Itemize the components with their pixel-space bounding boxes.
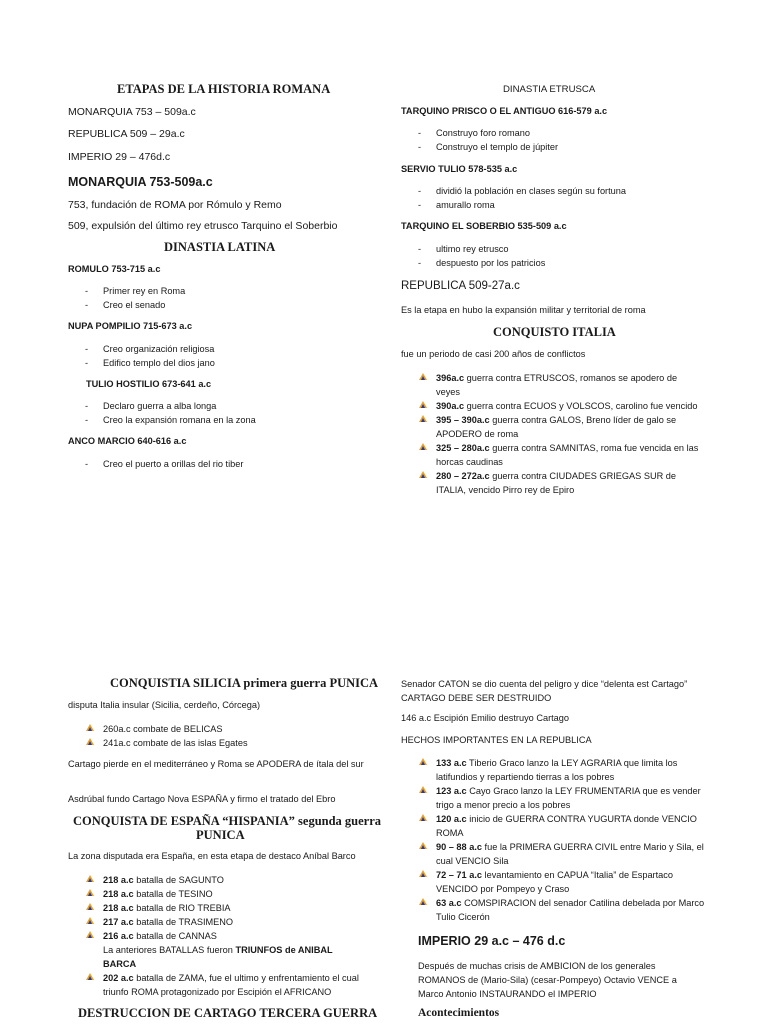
list-item: - Declaro guerra a alba longa [103, 401, 216, 411]
list-item: 396a.c guerra contra ETRUSCOS, romanos se apodero de veyes [436, 371, 701, 399]
triangle-bullet-icon [418, 897, 428, 907]
list-item: 216 a.c batalla de CANNAS [103, 929, 368, 943]
fact-fundacion: 753, fundación de ROMA por Rómulo y Remo [68, 199, 282, 211]
triangle-bullet-icon [85, 737, 95, 747]
heading-monarquia: MONARQUIA 753-509a.c [68, 175, 213, 189]
page-title: ETAPAS DE LA HISTORIA ROMANA [117, 82, 331, 96]
triangle-bullet-icon [85, 723, 95, 733]
triangle-bullet-icon [418, 400, 428, 410]
list-item: - despuesto por los patricios [436, 258, 545, 268]
triangle-bullet-icon [418, 470, 428, 480]
heading-conquisto-italia: CONQUISTO ITALIA [493, 325, 616, 339]
list-item: - ultimo rey etrusco [436, 244, 509, 254]
triangle-bullet-icon [85, 972, 95, 982]
list-item: 120 a.c inicio de GUERRA CONTRA YUGURTA donde VENCIO ROMA [436, 812, 706, 840]
king-numa: NUPA POMPILIO 715-673 a.c [68, 321, 193, 331]
sicilia-desc: disputa Italia insular (Sicilia, cerdeño, Córcega) [68, 700, 261, 710]
heading-segunda-punica-1: CONQUISTA DE ESPAÑA “HISPANIA” segunda guerra [73, 814, 382, 828]
heading-imperio: IMPERIO 29 a.c – 476 d.c [418, 934, 566, 948]
espana-desc: La zona disputada era España, en esta etapa de destaco Aníbal Barco [68, 851, 356, 861]
fact-expulsion: 509, expulsión del último rey etrusco Tarquino el Soberbio [68, 220, 338, 232]
triangle-bullet-icon [85, 930, 95, 940]
escipion-emilio: 146 a.c Escipión Emilio destruyo Cartago [401, 713, 570, 723]
list-item: - dividió la población en clases según su fortuna [436, 186, 626, 196]
heading-segunda-punica-2: PUNICA [196, 828, 245, 842]
period-monarquia: MONARQUIA 753 – 509a.c [68, 106, 196, 118]
list-item: - Construyo el templo de júpiter [436, 142, 558, 152]
caton-text: Senador CATON se dio cuenta del peligro y dice “delenta est Cartago” CARTAGO DEBE SER DESTRUIDO [401, 679, 688, 703]
heading-acontecimientos: Acontecimientos [418, 1007, 500, 1019]
heading-dinastia-latina: DINASTIA LATINA [164, 240, 276, 254]
espana-battles-list [103, 873, 368, 999]
triangle-bullet-icon [418, 841, 428, 851]
list-item: - Construyo foro romano [436, 128, 530, 138]
heading-republica: REPUBLICA 509-27a.c [401, 280, 520, 292]
king-tulio: TULIO HOSTILIO 673-641 a.c [86, 379, 212, 389]
sicilia-battles-list [103, 722, 363, 750]
king-tarquino-prisco: TARQUINO PRISCO O EL ANTIGUO 616-579 a.c [401, 106, 608, 116]
list-item: 260a.c combate de BELICAS [103, 722, 363, 736]
italia-desc: fue un periodo de casi 200 años de conflictos [401, 349, 586, 359]
list-item: 218 a.c batalla de TESINO [103, 887, 368, 901]
triangle-bullet-icon [418, 442, 428, 452]
triangle-bullet-icon [418, 757, 428, 767]
list-item: 63 a.c COMSPIRACION del senador Catilina debelada por Marco Tulio Cicerón [436, 896, 706, 924]
list-item: - amurallo roma [436, 200, 495, 210]
triangle-bullet-icon [418, 813, 428, 823]
list-item: 325 – 280a.c guerra contra SAMNITAS, roma fue vencida en las horcas caudinas [436, 441, 701, 469]
triangle-bullet-icon [418, 414, 428, 424]
asdrubal: Asdrúbal fundo Cartago Nova ESPAÑA y firmo el tratado del Ebro [68, 794, 336, 804]
list-item: 395 – 390a.c guerra contra GALOS, Breno líder de galo se APODERO de roma [436, 413, 701, 441]
republica-desc: Es la etapa en hubo la expansión militar y territorial de roma [401, 305, 646, 315]
list-item: - Creo organización religiosa [103, 344, 214, 354]
list-item: - Edifico templo del dios jano [103, 358, 215, 368]
list-item: 218 a.c batalla de SAGUNTO [103, 873, 368, 887]
list-item: 72 – 71 a.c levantamiento en CAPUA “Italia” de Espartaco VENCIDO por Pompeyo y Craso [436, 868, 706, 896]
list-item: - Creo el senado [103, 300, 165, 310]
king-tarquino-soberbio: TARQUINO EL SOBERBIO 535-509 a.c [401, 221, 567, 231]
heading-primera-punica: CONQUISTIA SILICIA primera guerra PUNICA [110, 676, 379, 690]
anibal-triunfos: La anteriores BATALLAS fueron TRIUNFOS de ANIBAL BARCA [103, 945, 333, 969]
list-item: 202 a.c batalla de ZAMA, fue el ultimo y enfrentamiento el cual triunfo ROMA protagonizado por Escipión el AFRICANO [103, 971, 368, 999]
heading-hechos-importantes: HECHOS IMPORTANTES EN LA REPUBLICA [401, 735, 592, 745]
italia-wars-list [436, 371, 701, 497]
list-item: 123 a.c Cayo Graco lanzo la LEY FRUMENTARIA que es vender trigo a menor precio a los pobres [436, 784, 706, 812]
heading-dinastia-etrusca: DINASTIA ETRUSCA [503, 84, 596, 95]
list-item: - Primer rey en Roma [103, 286, 185, 296]
period-republica: REPUBLICA 509 – 29a.c [68, 128, 185, 140]
list-item: 241a.c combate de las islas Egates [103, 736, 363, 750]
heading-tercera-punica: DESTRUCCION DE CARTAGO TERCERA GUERRA [78, 1006, 378, 1020]
triangle-bullet-icon [85, 902, 95, 912]
triangle-bullet-icon [418, 372, 428, 382]
hechos-list [436, 756, 706, 924]
imperio-desc: Después de muchas crisis de AMBICION de los generales ROMANOS de (Mario-Sila) (cesar-Pompeyo) Octavio VENCE a Marco Antonio INSTAURANDO el IMPERIO [418, 961, 677, 999]
list-item: 90 – 88 a.c fue la PRIMERA GUERRA CIVIL entre Mario y Sila, el cual VENCIO Sila [436, 840, 706, 868]
list-item: 390a.c guerra contra ECUOS y VOLSCOS, carolino fue vencido [436, 399, 701, 413]
triangle-bullet-icon [418, 869, 428, 879]
triangle-bullet-icon [85, 916, 95, 926]
cartago-pierde: Cartago pierde en el mediterráneo y Roma se APODERA de ítala del sur [68, 759, 364, 769]
list-item: 280 – 272a.c guerra contra CIUDADES GRIEGAS SUR de ITALIA, vencido Pirro rey de Epiro [436, 469, 701, 497]
triangle-bullet-icon [85, 874, 95, 884]
triangle-bullet-icon [85, 888, 95, 898]
king-romulo: ROMULO 753-715 a.c [68, 264, 161, 274]
list-item: 217 a.c batalla de TRASIMENO [103, 915, 368, 929]
list-item: - Creo el puerto a orillas del rio tiber [103, 459, 243, 469]
triangle-bullet-icon [418, 785, 428, 795]
king-servio: SERVIO TULIO 578-535 a.c [401, 164, 518, 174]
list-item: 218 a.c batalla de RIO TREBIA [103, 901, 368, 915]
period-imperio: IMPERIO 29 – 476d.c [68, 151, 171, 163]
king-anco: ANCO MARCIO 640-616 a.c [68, 436, 187, 446]
list-item: 133 a.c Tiberio Graco lanzo la LEY AGRARIA que limita los latifundios y repartiendo tierras a los pobres [436, 756, 706, 784]
list-item: - Creo la expansión romana en la zona [103, 415, 256, 425]
